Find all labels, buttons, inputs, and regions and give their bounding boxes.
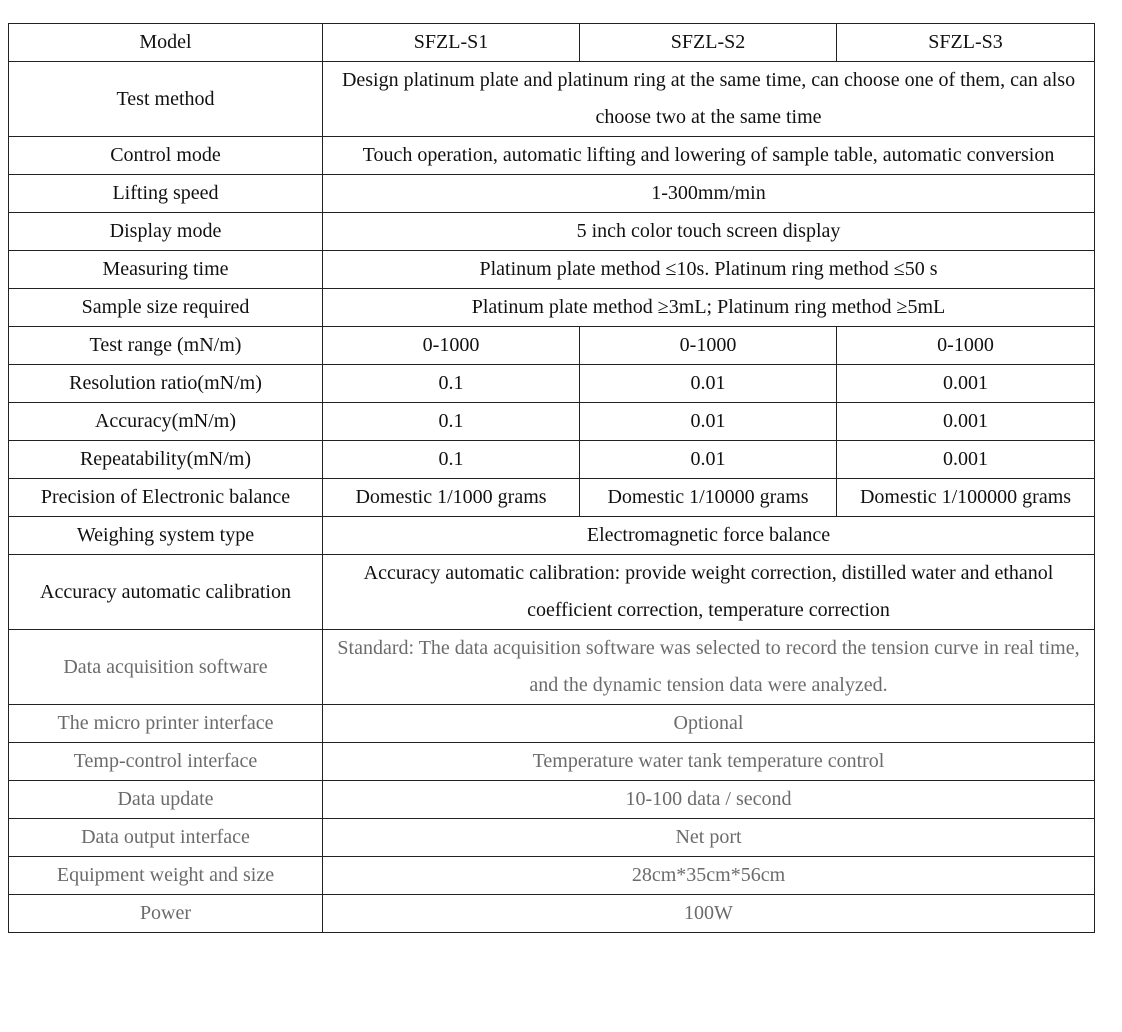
row-value: Touch operation, automatic lifting and lowering of sample table, automatic conversion xyxy=(323,137,1095,175)
value-s3: Domestic 1/100000 grams xyxy=(837,479,1095,517)
value-s2: 0.01 xyxy=(580,441,837,479)
table-row xyxy=(9,555,1095,630)
row-value: Design platinum plate and platinum ring at the same time, can choose one of them, can also choose two at the same time xyxy=(323,62,1095,137)
table-row xyxy=(9,403,1095,441)
value-s2: 0.01 xyxy=(580,403,837,441)
value-s3: 0.001 xyxy=(837,441,1095,479)
row-label: Data acquisition software xyxy=(9,630,323,705)
row-value: Standard: The data acquisition software was selected to record the tension curve in real time, and the dynamic tension data were analyzed. xyxy=(323,630,1095,705)
row-value: 1-300mm/min xyxy=(323,175,1095,213)
row-label: Precision of Electronic balance xyxy=(9,479,323,517)
row-value: Optional xyxy=(323,705,1095,743)
table-row xyxy=(9,781,1095,819)
table-row xyxy=(9,289,1095,327)
table-row xyxy=(9,705,1095,743)
value-s2: Domestic 1/10000 grams xyxy=(580,479,837,517)
row-label: Lifting speed xyxy=(9,175,323,213)
table-row xyxy=(9,895,1095,933)
table-row xyxy=(9,743,1095,781)
row-label: Sample size required xyxy=(9,289,323,327)
row-label: Test range (mN/m) xyxy=(9,327,323,365)
row-label: Accuracy(mN/m) xyxy=(9,403,323,441)
table-row xyxy=(9,62,1095,137)
model-s3: SFZL-S3 xyxy=(837,24,1095,62)
row-value: Temperature water tank temperature control xyxy=(323,743,1095,781)
model-s1: SFZL-S1 xyxy=(323,24,580,62)
row-value: Electromagnetic force balance xyxy=(323,517,1095,555)
value-s2: 0.01 xyxy=(580,365,837,403)
row-label: Weighing system type xyxy=(9,517,323,555)
table-row xyxy=(9,175,1095,213)
row-value: 10-100 data / second xyxy=(323,781,1095,819)
row-label: Display mode xyxy=(9,213,323,251)
row-value: 100W xyxy=(323,895,1095,933)
table-row xyxy=(9,819,1095,857)
row-value: 5 inch color touch screen display xyxy=(323,213,1095,251)
row-label: Data output interface xyxy=(9,819,323,857)
model-s2: SFZL-S2 xyxy=(580,24,837,62)
table-row xyxy=(9,365,1095,403)
row-label: Equipment weight and size xyxy=(9,857,323,895)
spec-table xyxy=(8,23,1095,933)
table-row xyxy=(9,213,1095,251)
value-s3: 0-1000 xyxy=(837,327,1095,365)
table-row xyxy=(9,479,1095,517)
row-label: Power xyxy=(9,895,323,933)
row-value: 28cm*35cm*56cm xyxy=(323,857,1095,895)
table-row xyxy=(9,137,1095,175)
row-label: Control mode xyxy=(9,137,323,175)
value-s1: 0.1 xyxy=(323,441,580,479)
value-s3: 0.001 xyxy=(837,365,1095,403)
row-label: Resolution ratio(mN/m) xyxy=(9,365,323,403)
value-s2: 0-1000 xyxy=(580,327,837,365)
row-value: Platinum plate method ≤10s. Platinum ring method ≤50 s xyxy=(323,251,1095,289)
row-value: Platinum plate method ≥3mL; Platinum ring method ≥5mL xyxy=(323,289,1095,327)
value-s1: 0.1 xyxy=(323,365,580,403)
table-row xyxy=(9,630,1095,705)
row-value: Net port xyxy=(323,819,1095,857)
row-label: Measuring time xyxy=(9,251,323,289)
row-label: Accuracy automatic calibration xyxy=(9,555,323,630)
value-s1: 0-1000 xyxy=(323,327,580,365)
row-label: The micro printer interface xyxy=(9,705,323,743)
row-label: Test method xyxy=(9,62,323,137)
row-label: Model xyxy=(9,24,323,62)
value-s3: 0.001 xyxy=(837,403,1095,441)
table-row-header xyxy=(9,24,1095,62)
table-row xyxy=(9,517,1095,555)
table-row xyxy=(9,251,1095,289)
table-row xyxy=(9,441,1095,479)
row-label: Data update xyxy=(9,781,323,819)
value-s1: Domestic 1/1000 grams xyxy=(323,479,580,517)
table-row xyxy=(9,857,1095,895)
row-label: Repeatability(mN/m) xyxy=(9,441,323,479)
value-s1: 0.1 xyxy=(323,403,580,441)
row-label: Temp-control interface xyxy=(9,743,323,781)
table-row xyxy=(9,327,1095,365)
row-value: Accuracy automatic calibration: provide weight correction, distilled water and ethanol coefficient correction, temperature correction xyxy=(323,555,1095,630)
